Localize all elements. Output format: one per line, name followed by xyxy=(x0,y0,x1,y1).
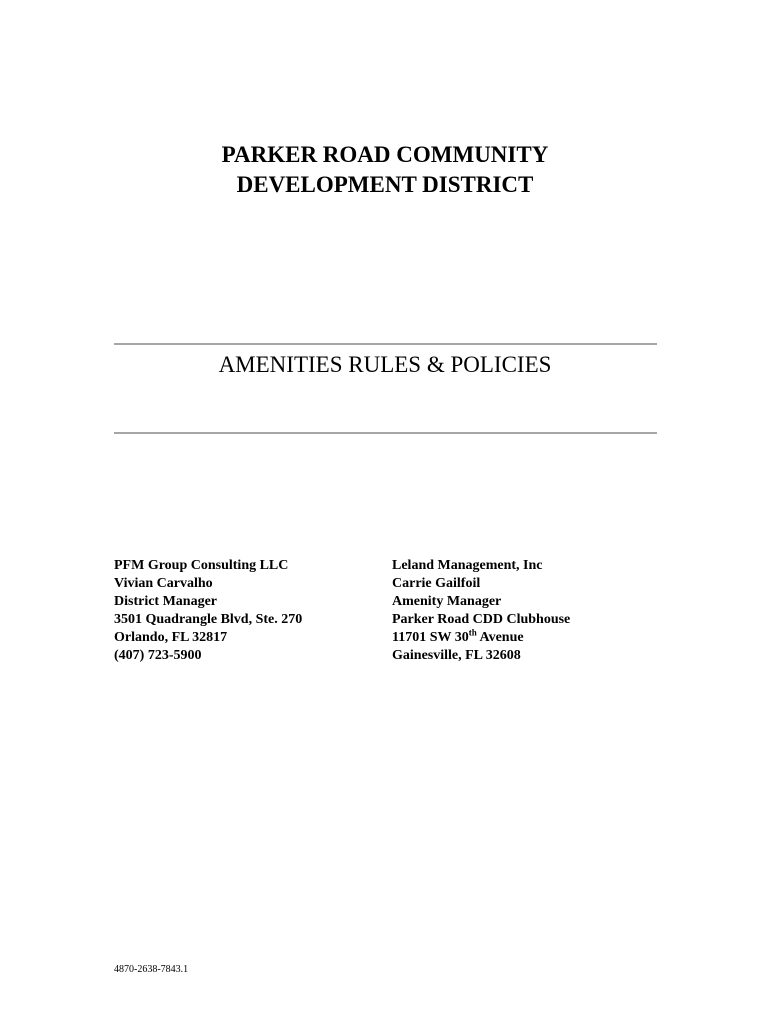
title-line-1: PARKER ROAD COMMUNITY xyxy=(221,142,549,167)
address-street-number: 11701 SW 30 xyxy=(392,630,469,645)
district-manager-contact xyxy=(114,557,374,665)
ordinal-suffix: th xyxy=(468,627,477,638)
contact-role: Amenity Manager xyxy=(392,594,502,609)
contact-address-line-1: 3501 Quadrangle Blvd, Ste. 270 xyxy=(114,612,303,627)
contact-phone: (407) 723-5900 xyxy=(114,648,202,663)
contact-address-line-2: Orlando, FL 32817 xyxy=(114,630,228,645)
document-title xyxy=(0,140,770,200)
contact-company: Leland Management, Inc xyxy=(392,558,543,573)
title-line-2: DEVELOPMENT DISTRICT xyxy=(236,172,534,197)
contact-name: Carrie Gailfoil xyxy=(392,576,481,591)
document-id-footer: 4870-2638-7843.1 xyxy=(114,964,189,975)
top-divider xyxy=(114,343,657,345)
bottom-divider xyxy=(114,432,657,434)
address-street-suffix: Avenue xyxy=(476,630,524,645)
amenity-manager-contact xyxy=(392,557,652,665)
contact-location: Parker Road CDD Clubhouse xyxy=(392,612,571,627)
contact-company: PFM Group Consulting LLC xyxy=(114,558,289,573)
contact-address-line-2: Gainesville, FL 32608 xyxy=(392,648,521,663)
contact-role: District Manager xyxy=(114,594,218,609)
document-subtitle: AMENITIES RULES & POLICIES xyxy=(218,352,552,377)
contact-name: Vivian Carvalho xyxy=(114,576,213,591)
contact-address-line-1 xyxy=(392,629,652,647)
